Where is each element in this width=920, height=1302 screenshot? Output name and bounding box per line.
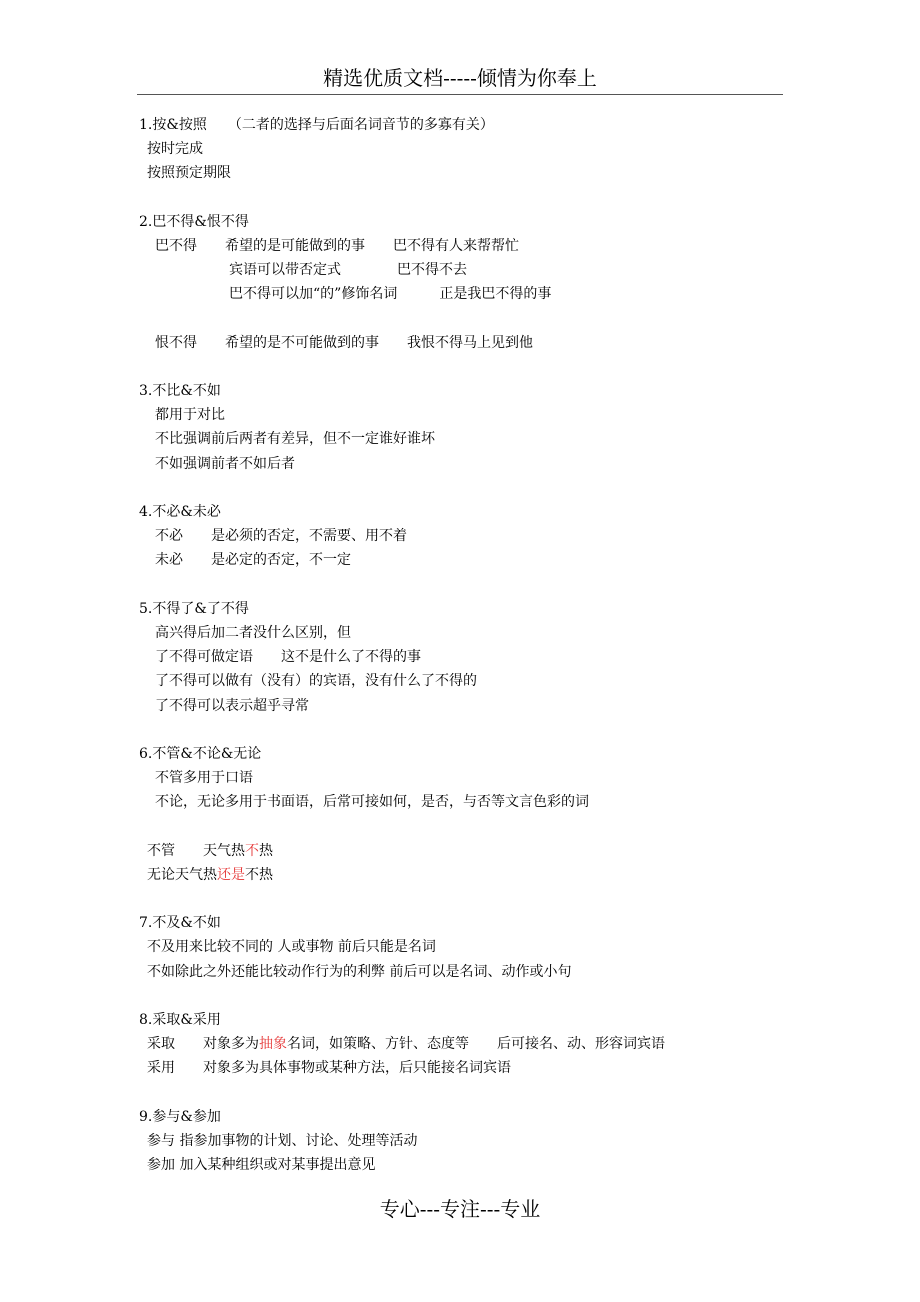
text-line: 宾语可以带否定式 巴不得不去: [229, 262, 467, 279]
example-text: 热: [259, 842, 273, 859]
section-title: 3.不比&不如: [139, 383, 221, 400]
example-text: 不管 天气热: [147, 842, 245, 859]
text-line: 不必 是必须的否定，不需要、用不着: [155, 528, 407, 545]
text-line: 按时完成: [147, 141, 203, 158]
text-line: 不论，无论多用于书面语，后常可接如何，是否，与否等文言色彩的词: [155, 794, 589, 811]
example-text: 不热: [245, 866, 273, 883]
text-line: 参加 加入某种组织或对某事提出意见: [147, 1157, 376, 1174]
section-title: 6.不管&不论&无论: [139, 745, 262, 762]
text-line: 不管多用于口语: [155, 770, 253, 787]
text-line: 高兴得后加二者没什么区别，但: [155, 624, 351, 641]
text-line: 参与 指参加事物的计划、讨论、处理等活动: [147, 1132, 418, 1149]
text-line: 按照预定期限: [147, 165, 231, 182]
line-text: 名词，如策略、方针、态度等 后可接名、动、形容词宾语: [287, 1036, 665, 1053]
text-line: 巴不得可以加“的”修饰名词 正是我巴不得的事: [229, 286, 552, 303]
example-text: 无论天气热: [147, 866, 217, 883]
text-line: 不如除此之外还能比较动作行为的利弊 前后可以是名词、动作或小句: [147, 963, 572, 980]
document-body: [139, 113, 779, 1177]
text-line: 都用于对比: [155, 407, 225, 424]
section-title: 9.参与&参加: [139, 1108, 221, 1125]
highlighted-word: 抽象: [259, 1036, 287, 1053]
text-line: 恨不得 希望的是不可能做到的事 我恨不得马上见到他: [155, 334, 533, 351]
section-title: 2.巴不得&恨不得: [139, 213, 249, 230]
highlighted-word: 不: [245, 842, 259, 859]
text-line: 采用 对象多为具体事物或某种方法，后只能接名词宾语: [147, 1060, 511, 1077]
text-line: 了不得可以做有（没有）的宾语，没有什么了不得的: [155, 673, 477, 690]
section-title: 1.按&按照 （二者的选择与后面名词音节的多寡有关）: [139, 117, 494, 133]
text-line: 了不得可做定语 这不是什么了不得的事: [155, 649, 421, 666]
section-title: 8.采取&采用: [139, 1011, 221, 1028]
page-header: 精选优质文档-----倾情为你奉上: [137, 62, 783, 95]
text-line: 巴不得 希望的是可能做到的事 巴不得有人来帮帮忙: [155, 237, 519, 254]
line-text: 采取 对象多为: [147, 1036, 259, 1053]
section-title: 5.不得了&了不得: [139, 600, 249, 617]
text-line: 不比强调前后两者有差异，但不一定谁好谁坏: [155, 431, 435, 448]
section-title: 4.不必&未必: [139, 504, 221, 520]
text-line: 不如强调前者不如后者: [155, 455, 295, 472]
example-line: [139, 839, 779, 863]
section-title: 7.不及&不如: [139, 915, 221, 932]
example-line: [139, 863, 779, 887]
text-line: 未必 是必定的否定，不一定: [155, 552, 351, 569]
text-line: 了不得可以表示超乎寻常: [155, 697, 309, 714]
highlighted-word: 还是: [217, 866, 245, 883]
text-line: 不及用来比较不同的 人或事物 前后只能是名词: [147, 939, 436, 956]
text-line: [139, 1032, 779, 1056]
page-footer: 专心---专注---专业: [379, 1197, 541, 1221]
